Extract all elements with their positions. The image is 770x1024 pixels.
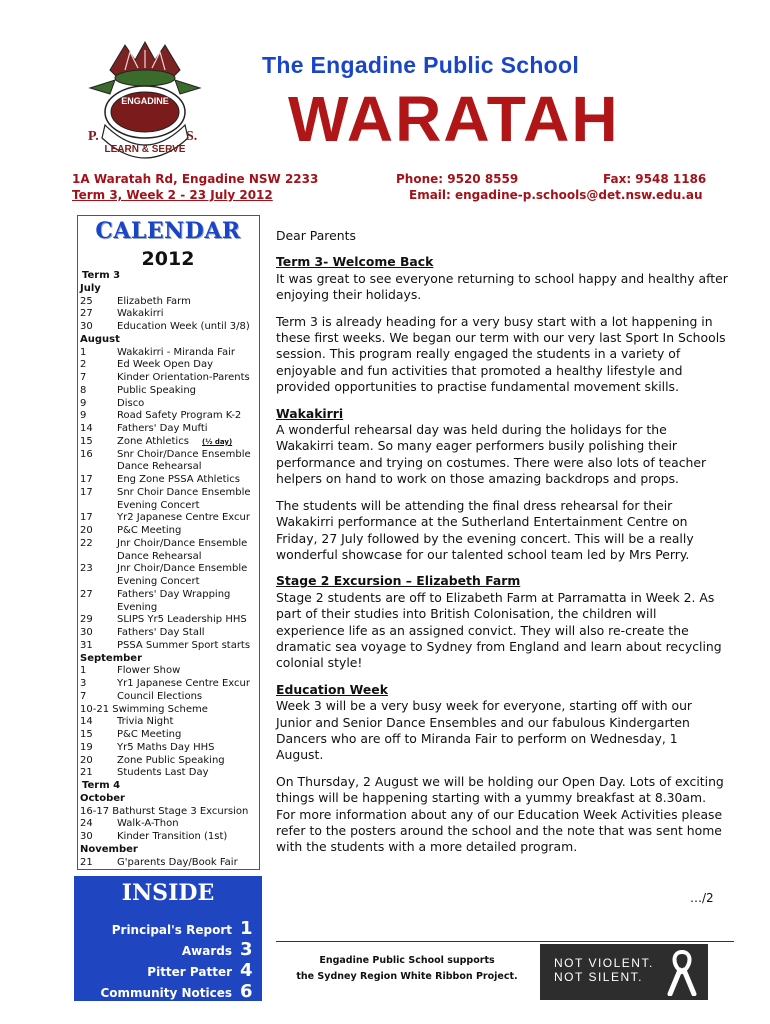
calendar-event: Yr5 Maths Day HHS [117, 741, 215, 753]
section-wakakirri [276, 406, 728, 564]
calendar-row [80, 525, 262, 538]
calendar-event: Yr1 Japanese Centre Excur [117, 678, 250, 689]
section-heading: Education Week [276, 681, 388, 697]
paragraph: Term 3 is already heading for a very busy start with a lot happening in these first weeks. We began our term with our very last Sport In Schools session. This program really engaged the students in a variety of enjoyable and fun activities that promoted a healthy lifestyle and provided opportunities to practise fundamental movement skills. [276, 313, 726, 395]
calendar-date: 21 [80, 856, 93, 868]
calendar-date: July [80, 282, 101, 294]
calendar-row [80, 321, 262, 334]
calendar-date: November [80, 843, 138, 855]
calendar-row [80, 665, 262, 678]
crest-right-letter: S. [186, 129, 198, 144]
calendar-date: Term 4 [82, 780, 121, 791]
calendar-date: 27 [80, 308, 93, 320]
calendar-row [80, 308, 262, 321]
section-stage2-excursion [276, 573, 728, 671]
calendar-row [80, 614, 262, 627]
calendar-date: 14 [80, 716, 93, 728]
calendar-row [80, 500, 262, 513]
calendar-date: 17 [80, 486, 93, 498]
calendar-row [80, 461, 262, 474]
calendar-event: P&C Meeting [117, 729, 182, 740]
calendar-date: 15 [80, 729, 93, 740]
calendar-row [80, 398, 262, 411]
crest-top-text: ENGADINE [121, 96, 169, 106]
calendar-row [80, 780, 262, 793]
badge-line-1: NOT VIOLENT. [554, 956, 654, 970]
calendar-event: Kinder Transition (1st) [117, 831, 228, 842]
calendar-row [80, 563, 262, 576]
calendar-event-note: (½ day) [202, 437, 233, 446]
calendar-row [80, 818, 262, 831]
inside-item-page: 3 [240, 939, 253, 960]
calendar-row [80, 551, 262, 564]
calendar-event: Dance Rehearsal [117, 550, 202, 562]
calendar-row [80, 755, 262, 768]
calendar-row [80, 691, 262, 704]
calendar-date: 14 [80, 423, 93, 434]
calendar-row [80, 844, 262, 857]
calendar-title: CALENDAR [95, 218, 241, 244]
calendar-row [80, 372, 262, 385]
calendar-date: 15 [80, 435, 93, 447]
calendar-date: 21 [80, 767, 93, 779]
inside-item-page: 6 [240, 981, 253, 1002]
calendar-row [80, 474, 262, 487]
calendar-date: August [80, 333, 120, 345]
calendar-event: Elizabeth Farm [117, 295, 191, 307]
calendar-date: 16 [80, 448, 93, 460]
calendar-event: Students Last Day [117, 767, 209, 779]
calendar-event: SLIPS Yr5 Leadership HHS [117, 614, 247, 626]
inside-item[interactable] [112, 918, 254, 939]
email-address[interactable]: Email: engadine-p.schools@det.nsw.edu.au [409, 188, 703, 202]
calendar-row [80, 449, 262, 462]
calendar-event: Evening Concert [117, 499, 200, 511]
calendar-event: Fathers' Day Wrapping [117, 588, 231, 600]
calendar-row [80, 538, 262, 551]
calendar-event: Wakakirri [117, 308, 164, 320]
calendar-event: P&C Meeting [117, 525, 182, 536]
calendar-event: Kinder Orientation-Parents [117, 372, 250, 383]
calendar-date: 7 [80, 690, 87, 702]
calendar-row [80, 729, 262, 742]
calendar-row [80, 627, 262, 640]
section-heading: Wakakirri [276, 405, 344, 421]
calendar-date: 29 [80, 614, 93, 626]
inside-list [74, 912, 254, 1002]
phone-number: Phone: 9520 8559 [396, 172, 519, 186]
letter-greeting: Dear Parents [276, 228, 356, 243]
calendar-date: 30 [80, 321, 93, 332]
footer-text [282, 953, 532, 985]
calendar-row [80, 296, 262, 309]
calendar-date: 30 [80, 627, 93, 638]
calendar-date: 2 [80, 359, 87, 371]
continued-marker: …/2 [690, 891, 714, 905]
calendar-row [80, 423, 262, 436]
calendar-event: Trivia Night [117, 716, 174, 728]
calendar-row [80, 831, 262, 844]
inside-item-label: Awards [181, 944, 232, 958]
calendar-row [80, 742, 262, 755]
calendar-row [80, 385, 262, 398]
calendar-event: Zone Athletics [117, 435, 189, 447]
calendar-event: Snr Choir Dance Ensemble [117, 486, 251, 498]
calendar-row [80, 704, 262, 717]
white-ribbon-badge [540, 944, 708, 1000]
calendar-date: 17 [80, 512, 93, 524]
calendar-row [80, 347, 262, 360]
calendar-row [80, 270, 262, 283]
calendar-date: 31 [80, 639, 93, 651]
section-welcome-back [276, 254, 728, 395]
calendar-date: 8 [80, 384, 87, 396]
calendar-date: 20 [80, 754, 93, 766]
calendar-event: Jnr Choir/Dance Ensemble [117, 537, 248, 549]
calendar-event: Walk-A-Thon [117, 818, 179, 830]
calendar-date: 22 [80, 537, 93, 549]
calendar-year: 2012 [141, 248, 195, 270]
calendar-event: Evening Concert [117, 576, 200, 587]
calendar-row [80, 487, 262, 500]
calendar-row [80, 359, 262, 372]
calendar-list [80, 270, 262, 869]
school-name: The Engadine Public School [262, 52, 580, 78]
calendar-event: Fathers' Day Stall [117, 627, 205, 638]
principal-letter [276, 228, 728, 866]
footer-line-1: Engadine Public School supports [319, 955, 495, 966]
calendar-event: Public Speaking [117, 384, 197, 396]
calendar-row [80, 334, 262, 347]
paragraph: Week 3 will be a very busy week for everyone, starting off with our Junior and Senior Dance Ensembles and our fabulous Kindergarten Dancers who are off to Miranda Fair to perform on Wednesday, 1 August. [276, 698, 693, 763]
calendar-event: Evening [117, 601, 158, 613]
calendar-date: 1 [80, 665, 87, 677]
calendar-row [80, 857, 262, 870]
calendar-event: Snr Choir/Dance Ensemble [117, 448, 251, 460]
paragraph: On Thursday, 2 August we will be holding our Open Day. Lots of exciting things will be happening starting with a yummy breakfast at 8.30am. For more information about any of our Education Week Activities please refer to the posters around the school and the note that was sent home with the students with a more detailed program. [276, 773, 724, 855]
inside-item-page: 1 [240, 918, 253, 939]
calendar-row [80, 716, 262, 729]
calendar-row [80, 653, 262, 666]
calendar-row [80, 767, 262, 780]
calendar-event: Disco [117, 397, 145, 409]
calendar-date: 27 [80, 588, 93, 600]
calendar-event: Wakakirri - Miranda Fair [117, 346, 235, 358]
calendar-date: 20 [80, 525, 93, 536]
calendar-date: 9 [80, 397, 87, 409]
inside-item-page: 4 [240, 960, 253, 981]
badge-line-2: NOT SILENT. [554, 970, 643, 984]
calendar-row [80, 576, 262, 589]
calendar-event: Education Week (until 3/8) [117, 321, 250, 332]
inside-item[interactable] [182, 939, 254, 960]
calendar-event: PSSA Summer Sport starts [117, 639, 251, 651]
calendar-event: 10-21 Swimming Scheme [80, 703, 208, 715]
calendar-row [80, 640, 262, 653]
calendar-date: 17 [80, 474, 93, 485]
paragraph: It was great to see everyone returning to school happy and healthy after enjoying their holidays. [276, 270, 728, 303]
paragraph: The students will be attending the final dress rehearsal for their Wakakirri performance at the Sutherland Entertainment Centre on Friday, 27 July followed by the evening concert. This will be a really wonderful showcase for our talented school team led by Mrs Perry. [276, 497, 694, 562]
issue-date: Term 3, Week 2 - 23 July 2012 [72, 188, 273, 202]
paragraph: A wonderful rehearsal day was held during the holidays for the Wakakirri team. So many eager performers busily polishing their performance and trying on costumes. There were also lots of teacher helpers on hand to work on those amazing backdrops and props. [276, 422, 707, 487]
calendar-event: G'parents Day/Book Fair [117, 856, 238, 868]
calendar-date: 1 [80, 346, 87, 358]
calendar-event: Fathers' Day Mufti [117, 423, 208, 434]
calendar-event: Road Safety Program K-2 [117, 410, 242, 422]
crest-motto: LEARN & SERVE [104, 144, 186, 155]
calendar-date: Term 3 [82, 270, 121, 281]
paragraph: Stage 2 students are off to Elizabeth Farm at Parramatta in Week 2. As part of their studies into British Colonisation, the children will experience life as an assigned convict. They will also re-create the dramatic sea voyage to Sydney from England and learn about recycling colonial style! [276, 589, 722, 671]
calendar-date: 25 [80, 295, 93, 307]
calendar-event: Eng Zone PSSA Athletics [117, 474, 241, 485]
calendar-row [80, 602, 262, 615]
calendar-date: September [80, 652, 142, 664]
section-education-week [276, 682, 728, 856]
calendar-event: Dance Rehearsal [117, 461, 202, 473]
footer-divider [276, 941, 734, 942]
calendar-row [80, 793, 262, 806]
calendar-row [80, 512, 262, 525]
calendar-date: 30 [80, 831, 93, 842]
calendar-event: Jnr Choir/Dance Ensemble [117, 563, 248, 575]
section-heading: Stage 2 Excursion – Elizabeth Farm [276, 573, 521, 589]
calendar-event: 16-17 Bathurst Stage 3 Excursion [80, 805, 249, 817]
calendar-date: October [80, 792, 125, 804]
footer-line-2: the Sydney Region White Ribbon Project. [296, 971, 518, 982]
calendar-event: Zone Public Speaking [117, 754, 225, 766]
inside-item-label: Community Notices [100, 986, 232, 1000]
calendar-event: Flower Show [117, 665, 181, 677]
calendar-date: 9 [80, 410, 87, 422]
inside-item-label: Pitter Patter [147, 965, 232, 979]
calendar-date: 3 [80, 678, 87, 689]
inside-item[interactable] [100, 981, 254, 1002]
inside-item[interactable] [147, 960, 254, 981]
crest-left-letter: P. [88, 129, 99, 144]
calendar-row [80, 589, 262, 602]
calendar-date: 24 [80, 818, 93, 830]
inside-item-label: Principal's Report [111, 923, 232, 937]
calendar-event: Council Elections [117, 690, 203, 702]
calendar-date: 19 [80, 741, 93, 753]
calendar-event: Ed Week Open Day [117, 359, 214, 371]
fax-number: Fax: 9548 1186 [603, 172, 707, 186]
calendar-row [80, 283, 262, 296]
white-ribbon-icon [662, 948, 702, 996]
calendar-date: 23 [80, 563, 93, 575]
calendar-row [80, 410, 262, 423]
calendar-row [80, 806, 262, 819]
inside-title: INSIDE [121, 880, 215, 906]
newsletter-masthead: WARATAH [288, 83, 620, 155]
calendar-row [80, 678, 262, 691]
calendar-event: Yr2 Japanese Centre Excur [117, 512, 250, 524]
school-address: 1A Waratah Rd, Engadine NSW 2233 [72, 172, 319, 186]
calendar-date: 7 [80, 372, 87, 383]
calendar-row [80, 436, 262, 449]
section-heading: Term 3- Welcome Back [276, 254, 434, 270]
school-crest-logo [70, 40, 220, 172]
